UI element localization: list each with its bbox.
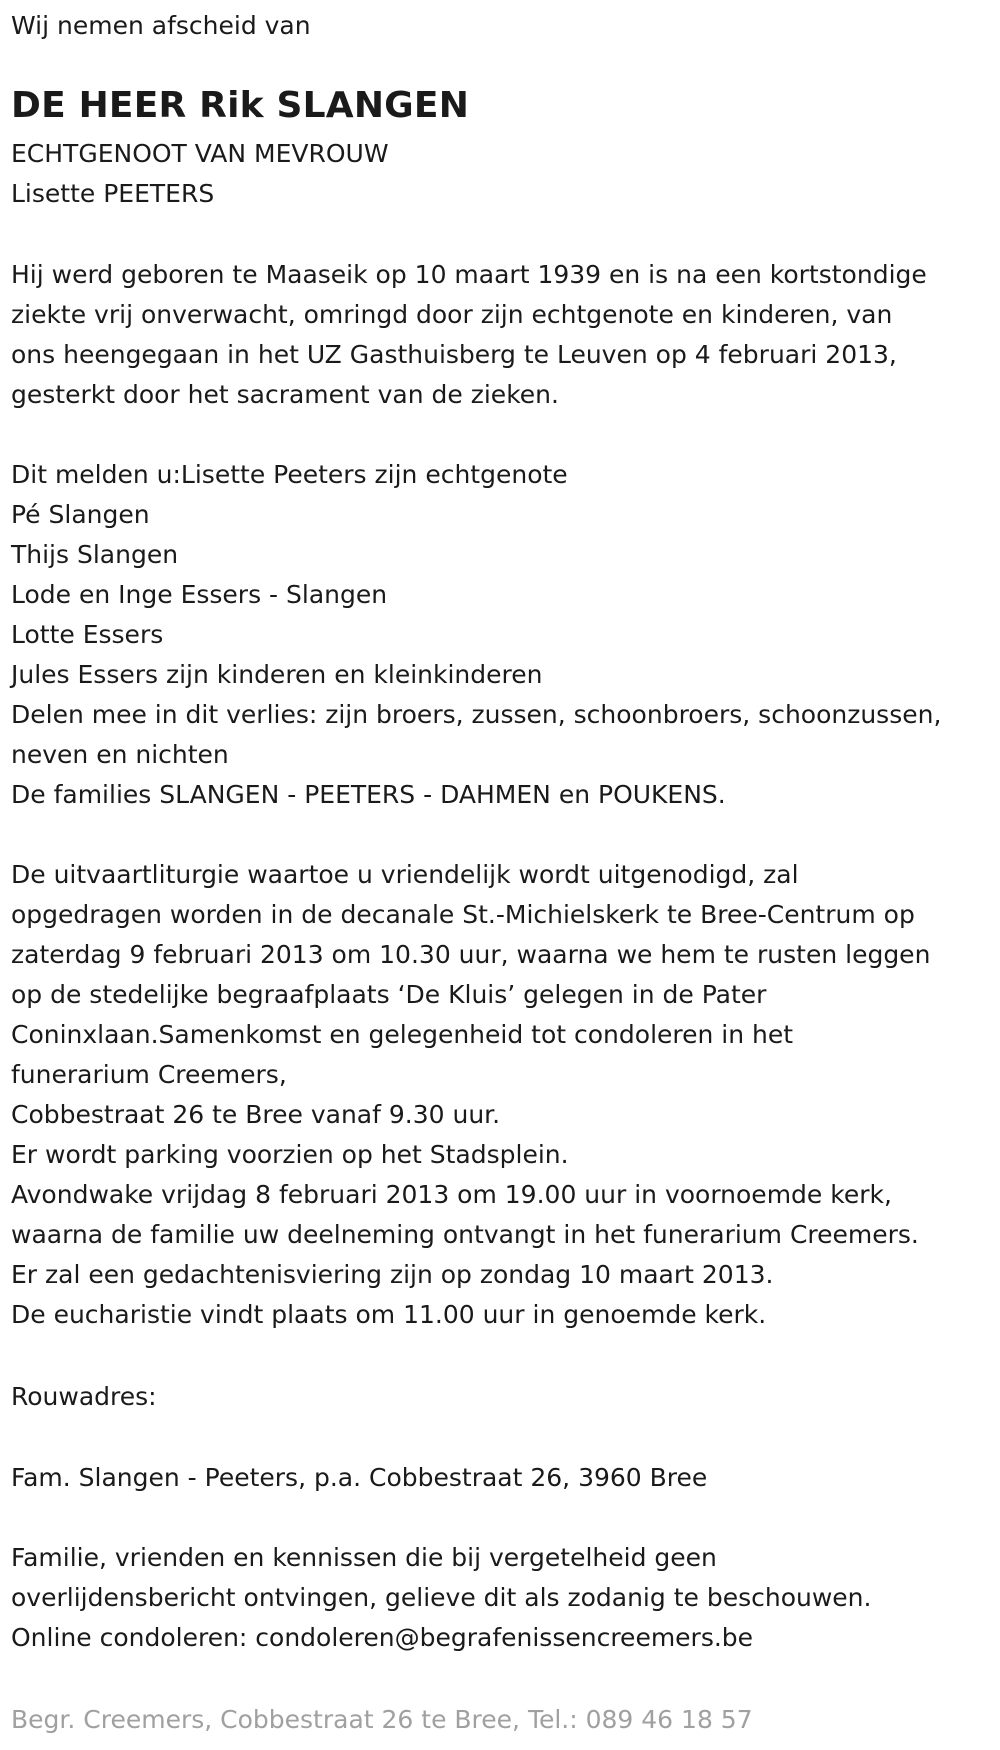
paragraph-line: De families SLANGEN - PEETERS - DAHMEN en POUKENS. — [11, 780, 726, 809]
paragraph-line: zaterdag 9 februari 2013 om 10.30 uur, waarna we hem te rusten leggen — [11, 940, 931, 969]
paragraph-line: De eucharistie vindt plaats om 11.00 uur in genoemde kerk. — [11, 1300, 767, 1329]
paragraph-line: Dit melden u:Lisette Peeters zijn echtgenote — [11, 460, 568, 489]
paragraph-line: Lotte Essers — [11, 620, 164, 649]
paragraph-line: overlijdensbericht ontvingen, gelieve dit als zodanig te beschouwen. — [11, 1583, 872, 1612]
deceased-name: DE HEER Rik SLANGEN — [11, 85, 470, 126]
paragraph-line: opgedragen worden in de decanale St.-Michielskerk te Bree-Centrum op — [11, 900, 915, 929]
spouse-line: Lisette PEETERS — [11, 179, 215, 208]
paragraph-line: neven en nichten — [11, 740, 229, 769]
paragraph-line: Pé Slangen — [11, 500, 150, 529]
funeral-home-footer: Begr. Creemers, Cobbestraat 26 te Bree, Tel.: 089 46 18 57 — [11, 1705, 753, 1734]
paragraph-line: Er wordt parking voorzien op het Stadsplein. — [11, 1140, 569, 1169]
paragraph-line: ons heengegaan in het UZ Gasthuisberg te Leuven op 4 februari 2013, — [11, 340, 897, 369]
online-condolence-line: Online condoleren: condoleren@begrafenissencreemers.be — [11, 1623, 754, 1652]
paragraph-line: ziekte vrij onverwacht, omringd door zijn echtgenote en kinderen, van — [11, 300, 893, 329]
paragraph-line: Avondwake vrijdag 8 februari 2013 om 19.00 uur in voornoemde kerk, — [11, 1180, 892, 1209]
paragraph-line: Cobbestraat 26 te Bree vanaf 9.30 uur. — [11, 1100, 501, 1129]
paragraph-line: Thijs Slangen — [11, 540, 179, 569]
paragraph-line: Delen mee in dit verlies: zijn broers, zussen, schoonbroers, schoonzussen, — [11, 700, 942, 729]
paragraph-line: Familie, vrienden en kennissen die bij vergetelheid geen — [11, 1543, 717, 1572]
intro-text: Wij nemen afscheid van — [11, 11, 311, 40]
rouwadres-address: Fam. Slangen - Peeters, p.a. Cobbestraat 26, 3960 Bree — [11, 1463, 708, 1492]
closing-paragraph — [11, 1538, 871, 1658]
spouse-line: ECHTGENOOT VAN MEVROUW — [11, 139, 389, 168]
spouse-block — [11, 134, 389, 214]
paragraph-line: De uitvaartliturgie waartoe u vriendelijk wordt uitgenodigd, zal — [11, 860, 799, 889]
paragraph-line: gesterkt door het sacrament van de zieken. — [11, 380, 559, 409]
paragraph-line: funerarium Creemers, — [11, 1060, 287, 1089]
paragraph-line: op de stedelijke begraafplaats ‘De Kluis’ gelegen in de Pater — [11, 980, 767, 1009]
paragraph-line: Lode en Inge Essers - Slangen — [11, 580, 388, 609]
paragraph-line: Er zal een gedachtenisviering zijn op zondag 10 maart 2013. — [11, 1260, 774, 1289]
relatives-paragraph — [11, 455, 941, 815]
funeral-paragraph — [11, 855, 930, 1335]
paragraph-line: Hij werd geboren te Maaseik op 10 maart 1939 en is na een kortstondige — [11, 260, 927, 289]
paragraph-line: Coninxlaan.Samenkomst en gelegenheid tot condoleren in het — [11, 1020, 794, 1049]
paragraph-line: waarna de familie uw deelneming ontvangt in het funerarium Creemers. — [11, 1220, 919, 1249]
birth-paragraph — [11, 255, 927, 415]
paragraph-line: Jules Essers zijn kinderen en kleinkinderen — [11, 660, 543, 689]
rouwadres-label: Rouwadres: — [11, 1382, 157, 1411]
